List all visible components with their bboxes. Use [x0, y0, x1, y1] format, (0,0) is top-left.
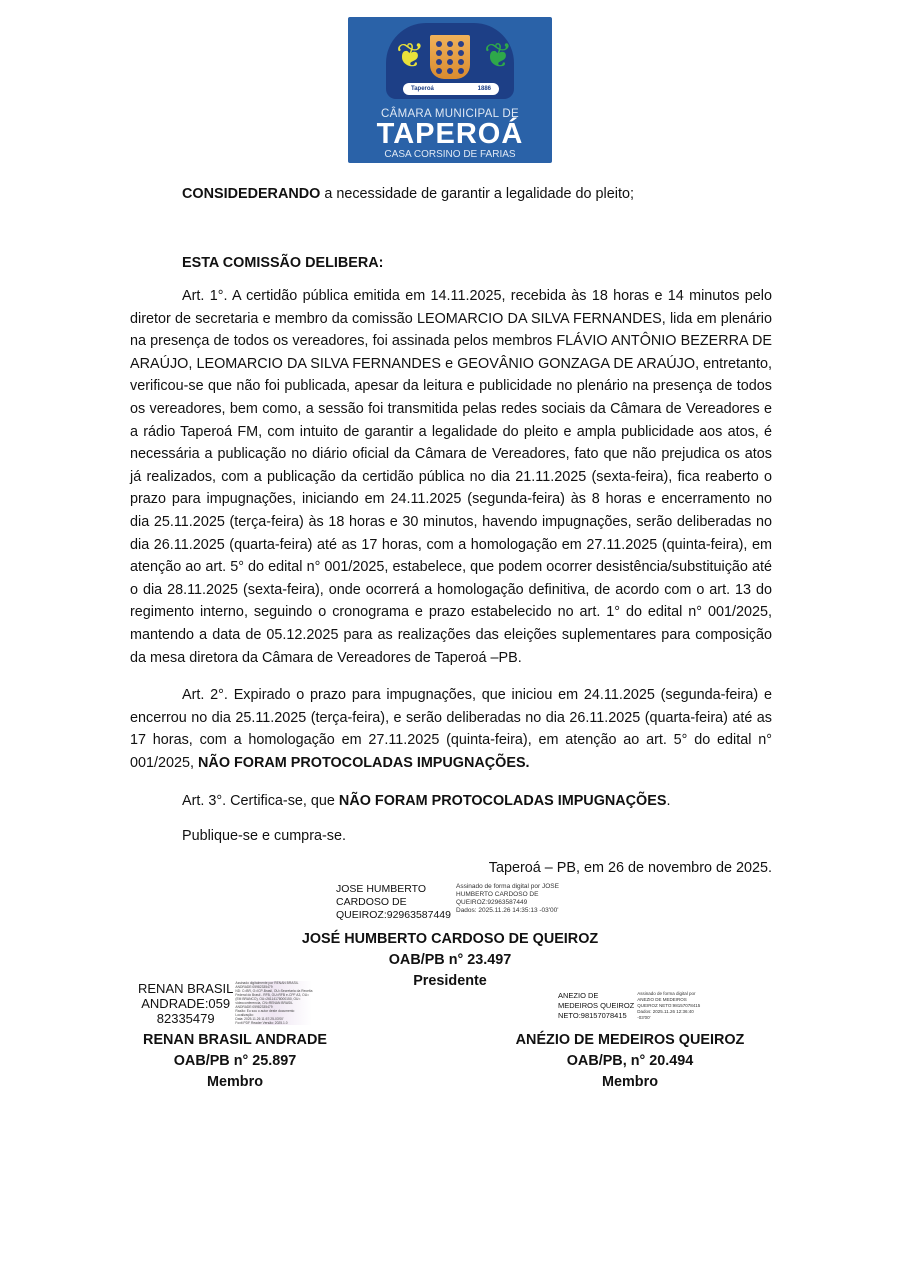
- president-role: Presidente: [413, 973, 487, 989]
- camara-taperoa-logo: [348, 17, 552, 163]
- president-name: JOSÉ HUMBERTO CARDOSO DE QUEIROZ: [301, 931, 599, 947]
- article-2-bold: NÃO FORAM PROTOCOLADAS IMPUGNAÇÕES.: [198, 754, 530, 771]
- digital-signature-member1: [138, 981, 312, 1026]
- cotton-branch-icon: ❦: [396, 37, 425, 75]
- place-date: Taperoá – PB, em 26 de novembro de 2025.: [488, 860, 772, 876]
- member2-block: [470, 1030, 790, 1093]
- logo-line2: TAPEROÁ: [376, 118, 524, 150]
- considerando-text: a necessidade de garantir a legalidade do pleito;: [320, 186, 634, 202]
- article-1: Art. 1°. A certidão pública emitida em 14.11.2025, recebida às 18 horas e 14 minutos pelo diretor de secretaria e membro da comissão LEOMARCIO DA SILVA FERNANDES, lida em plenário na presença de todos os vereadores, foi assinada pelos membros FLÁVIO ANTÔNIO BEZERRA DE ARAÚJO, LEOMARCIO DA SILVA FERNANDES e GEOVÂNIO GONZAGA DE ARAÚJO, entretanto, verificou-se que não foi publicada, apesar da leitura e publicidade no plenário na presença de todos os vereadores, bem como, a sessão foi transmitida pelas redes sociais da Câmara de Vereadores e a rádio Taperoá FM, com intuito de garantir a legalidade do pleito e ampla publicidade aos atos, é necessária a publicação no diário oficial da Câmara de Vereadores, fato que não prejudica os atos já realizados, com a publicação da certidão pública no dia 21.11.2025 (sexta-feira), fica reaberto o prazo para impugnações, iniciando em 24.11.2025 (segunda-feira) às 8 horas e encerramento no dia 25.11.2025 (terça-feira) às 18 horas e 30 minutos, havendo impugnações, serão deliberadas no dia 26.11.2025 (quarta-feira) até as 17 horas, com a homologação em 27.11.2025 (quinta-feira), em atenção ao art. 5° do edital n° 001/2025, estabelece, que podem ocorrer desistência/substituição até o dia 28.11.2025 (sexta-feira), onde ocorrerá a homologação definitiva, de acordo com o art. 13 do regimento interno, seguindo o cronograma e prazo estabelecido no art. 1° do edital n° 001/2025, mantendo a data de 05.12.2025 para as realizações das eleições suplementares para composição da mesa diretora da Câmara de Vereadores de Taperoá –PB.: [130, 288, 772, 666]
- signature-cert-name: ANEZIO DE MEDEIROS QUEIROZ NETO:98157078415: [558, 991, 635, 1020]
- signature-cert-details: Assinado digitalmente por RENAN BRASIL ANDRADE:05982335479 ND: C=BR, O=ICP-Brasil, OU=Secretaria da Receita Federal do Brasil - RFB, OU=RFB e-CPF A3, OU= (EM BRANCO), OU=26114178000150, OU= videoconferencia, CN=RENAN BRASIL ANDRADE:05982335479 Razão: Eu sou o autor deste documento Localização: Data: 2025.11.26 11:57:25-03'00' Foxit PDF Reader Versão: 2025.1.0: [235, 981, 313, 1025]
- member1-oab: OAB/PB n° 25.897: [173, 1053, 297, 1069]
- signature-cert-details: ⟋ Assinado de forma digital por ANEZIO DE MEDEIROS QUEIROZ NETO:98157078415 Dados: 2025.11.26 12:36:40 -03'00': [637, 991, 700, 1021]
- ribbon-left: Taperoá: [411, 86, 434, 92]
- article-2: [130, 684, 772, 774]
- logo-line1: CÂMARA MUNICIPAL DE: [381, 108, 519, 120]
- article-3-text: Art. 3°. Certifica-se, que: [182, 793, 339, 809]
- signature-cert-name: RENAN BRASIL ANDRADE:059 82335479: [138, 981, 234, 1026]
- publique-text: Publique-se e cumpra-se.: [182, 828, 346, 844]
- shield-dots: [436, 41, 466, 74]
- signature-cert-details: ⟋ Assinado de forma digital por JOSE HUMBERTO CARDOSO DE QUEIROZ:92963587449 Dados: 2025.11.26 14:35:13 -03'00': [446, 882, 559, 914]
- signature-cert-name: JOSE HUMBERTO CARDOSO DE QUEIROZ:92963587449: [336, 883, 451, 921]
- logo-ribbon: [403, 83, 499, 95]
- leaf-branch-icon: ❦: [484, 37, 513, 75]
- ribbon-right: 1886: [477, 86, 491, 92]
- article-3-end: .: [666, 793, 671, 809]
- article-3: [130, 790, 772, 813]
- pdf-signature-icon: ⟋: [627, 995, 642, 1017]
- member1-name: RENAN BRASIL ANDRADE: [143, 1032, 327, 1048]
- section-heading: ESTA COMISSÃO DELIBERA:: [182, 255, 384, 271]
- article-2-text: Art. 2°. Expirado o prazo para impugnações, que iniciou em 24.11.2025 (segunda-feira) e encerrou no dia 25.11.2025 (terça-feira), e serão deliberadas no dia 26.11.2025 (quarta-feira) até as 17 horas, com a homologação em 27.11.2025 (quinta-feira), em atenção ao art. 5° do edital n° 001/2025,: [130, 687, 772, 771]
- member2-oab: OAB/PB, n° 20.494: [566, 1053, 694, 1069]
- considerando-label: CONSIDEDERANDO: [182, 186, 321, 202]
- member1-block: [110, 1030, 360, 1093]
- member2-role: Membro: [602, 1074, 658, 1090]
- considerando-paragraph: [130, 183, 772, 206]
- digital-signature-president: [336, 883, 559, 922]
- member1-role: Membro: [207, 1074, 263, 1090]
- pdf-signature-icon: ⟋: [446, 882, 466, 913]
- digital-signature-member2: [558, 991, 700, 1021]
- logo-line3: CASA CORSINO DE FARIAS: [384, 149, 516, 160]
- president-oab: OAB/PB n° 23.497: [388, 952, 512, 968]
- member2-name: ANÉZIO DE MEDEIROS QUEIROZ: [515, 1032, 745, 1048]
- article-3-bold: NÃO FORAM PROTOCOLADAS IMPUGNAÇÕES: [338, 793, 667, 809]
